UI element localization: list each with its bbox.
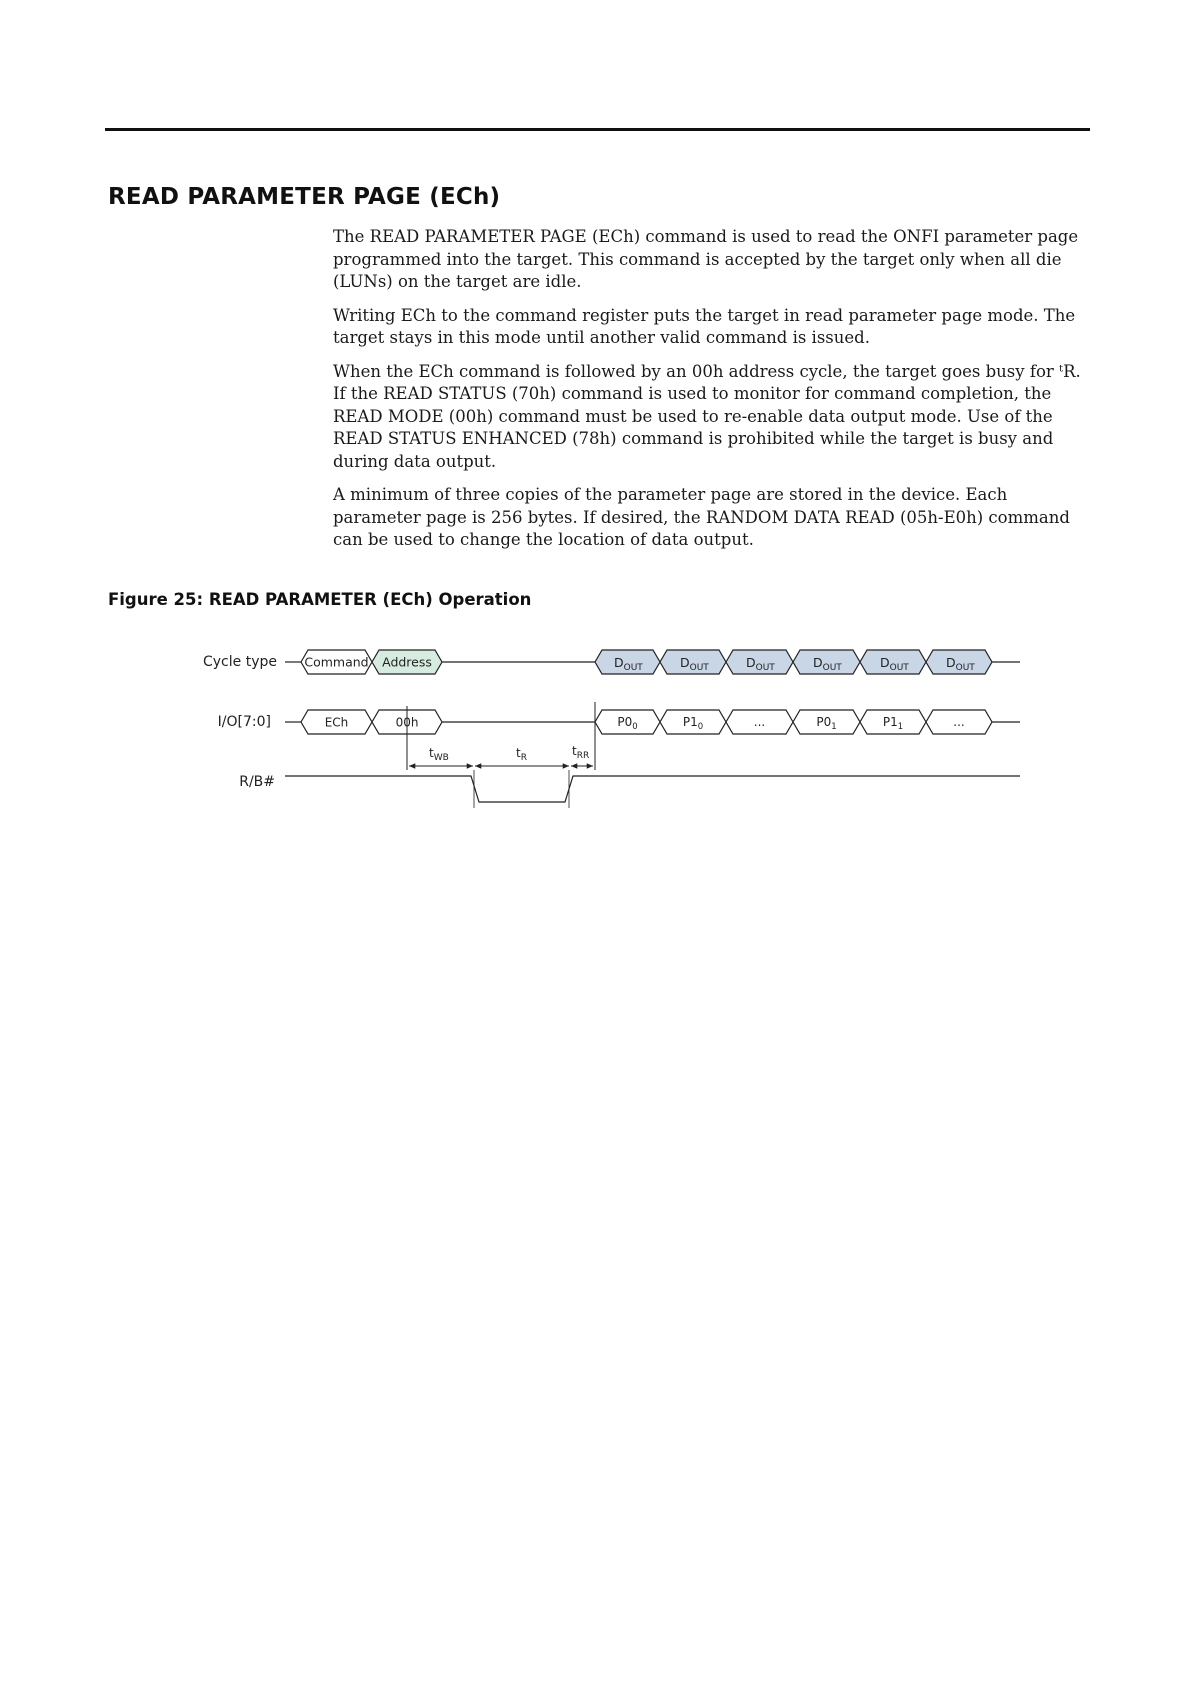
paragraph: The READ PARAMETER PAGE (ECh) command is used to read the ONFI parameter page programmed into the target. This command is accepted by the target only when all die (LUNs) on the target are idle. — [333, 227, 1079, 291]
io-p10-text: $P1_0$ — [682, 715, 704, 732]
dout-text: $D_{OUT}$ — [614, 655, 643, 673]
paragraph: A minimum of three copies of the parameter page are stored in the device. Each parameter page is 256 bytes. If desired, the RANDOM DATA READ (05h-E0h) command can be used to change the location of data output. — [333, 485, 1070, 549]
paragraph: Writing ECh to the command register puts the target in read parameter page mode. The target stays in this mode until another valid command is issued. — [333, 305, 1076, 347]
section-heading: READ PARAMETER PAGE (ECh) — [108, 184, 501, 210]
io-ellipsis-text: ... — [753, 715, 766, 729]
io-ellipsis-text: ... — [953, 715, 965, 729]
address-text: Address — [382, 654, 432, 670]
io-p01-text: $P0_1$ — [816, 715, 837, 732]
dout-text: $D_{OUT}$ — [813, 655, 842, 673]
rb-label: R/B# — [239, 774, 275, 790]
dout-text: $D_{OUT}$ — [680, 655, 709, 673]
io-p11-text: $P1_1$ — [882, 715, 904, 732]
dout-text: $D_{OUT}$ — [746, 655, 775, 673]
io-label: I/O[7:0] — [217, 714, 271, 730]
command-text: Command — [304, 654, 369, 670]
header-rule — [105, 128, 1090, 131]
rb-waveform — [285, 776, 1020, 802]
paragraph: When the ECh command is followed by an 00h address cycle, the target goes busy for ᵗR. If the READ STATUS (70h) command is used to monitor for command completion, the READ MODE (00h) command must be used to re-enable data output mode. Use of the READ STATUS ENHANCED (78h) command is prohibited while the target is busy and during data output. — [333, 361, 1081, 471]
dout-text: $D_{OUT}$ — [946, 655, 975, 673]
dout-text: $D_{OUT}$ — [880, 655, 909, 673]
timing-diagram — [195, 640, 1035, 820]
body-text — [333, 226, 1081, 563]
io-addr-text: 00h — [395, 715, 419, 730]
twb-label: $t_{WB}$ — [429, 746, 449, 763]
io-p00-text: $P0_0$ — [617, 715, 638, 732]
figure-caption: Figure 25: READ PARAMETER (ECh) Operation — [108, 590, 532, 609]
trr-label: $t_{RR}$ — [572, 744, 590, 761]
tr-label: $t_R$ — [516, 746, 527, 763]
cycle-type-label: Cycle type — [203, 654, 277, 670]
io-ech-text: ECh — [324, 715, 349, 730]
